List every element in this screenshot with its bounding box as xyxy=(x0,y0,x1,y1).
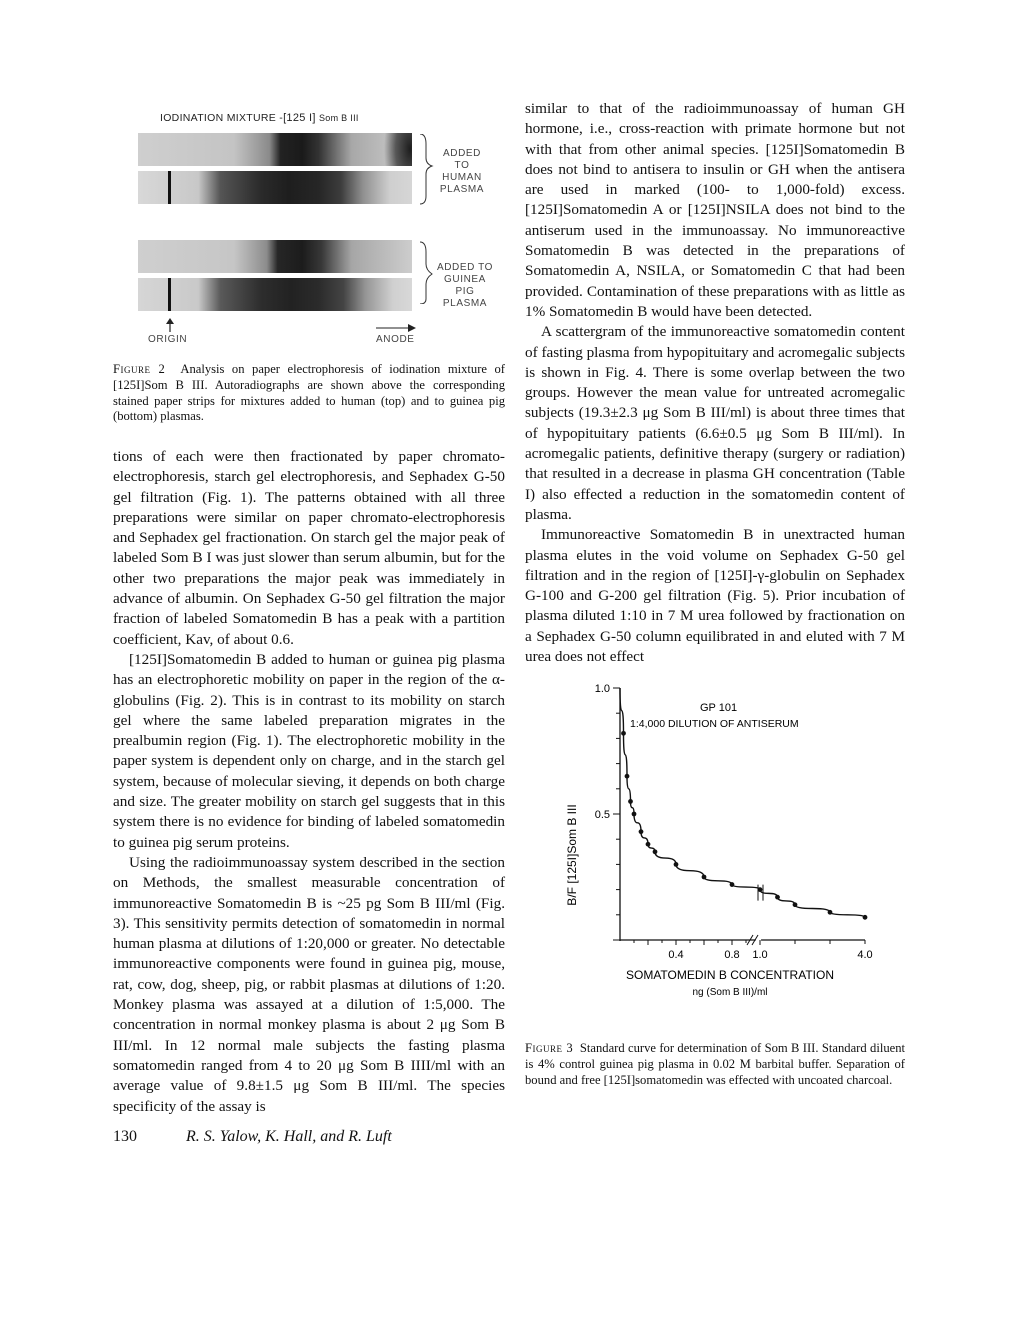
figure2-title-suffix: Som B III xyxy=(318,113,359,123)
figure3-caption-label: Figure 3 xyxy=(525,1041,574,1055)
running-footer-authors: R. S. Yalow, K. Hall, and R. Luft xyxy=(186,1128,392,1145)
x-tick-label: 0.4 xyxy=(668,949,684,961)
label-guinea-line1: ADDED TO xyxy=(436,262,494,273)
chart-subtitle: 1:4,000 DILUTION OF ANTISERUM xyxy=(630,718,799,730)
autoradiograph-strip-guinea-pig xyxy=(138,240,412,273)
left-paragraph-3: Using the radioimmunoassay system described in the section on Methods, the smallest measurable concentration of immunoreactive Somatomedin B is ~25 pg Som B III/ml (Fig. 3). This sensitivity permits detection of somatomedin in normal human plasma at dilutions of 1:20,000 or greater. No detectable immunoreactive components were found in guinea pig, mouse, rat, cow, dog, sheep, pig, or rabbit plasmas at dilutions of 1:20. Monkey plasma was assayed at a dilution of 1:5,000. The concentration in normal monkey plasma is about 2 μg Som B III/ml. In 12 normal male subjects the fasting plasma somatomedin ranged from 4 to 20 μg Som B IIII/ml with an average value of 9.8±1.5 μg Som B III/ml. The species specificity of the assay is xyxy=(113,853,505,1115)
chart-y-label: B/F [125I]Som B III xyxy=(565,804,579,906)
left-paragraph-2: [125I]Somatomedin B added to human or guinea pig plasma has an electrophoretic mobility on paper in the region of the α-globulins (Fig. 2). This is in contrast to its mobility on starch gel where the same labeled preparation migrates in the prealbumin region (Fig. 1). The electrophoretic mobility in the paper system is dependent only on charge, and in the starch gel system, because of molecular sieving, it depends on both charge and size. The greater mobility on starch gel suggests that in this system there is no evidence for binding of labeled somatomedin to guinea pig serum proteins. xyxy=(113,650,505,851)
origin-line-human xyxy=(168,171,171,204)
left-paragraph-1: tions of each were then fractionated by paper chromato-electrophoresis, starch gel electrophoresis, and Sephadex G-50 gel filtration (Fig. 1). The patterns obtained with all three preparations were similar on paper chromato-electrophoresis and Sephadex gel fractionation. On starch gel the major peak of labeled Som B I was just slower than serum albumin, but for the other two preparations the major peak was immediately in advance of albumin. On Sephadex G-50 gel filtration the major fraction of labeled Somatomedin B has a peak with a partition coefficient, Kav, of about 0.6. xyxy=(113,448,505,648)
figure2-title-prefix: IODINATION MIXTURE - xyxy=(160,112,284,124)
chart-x-label: SOMATOMEDIN B CONCENTRATION xyxy=(625,968,835,982)
stained-strip-guinea-pig xyxy=(138,278,412,311)
data-point xyxy=(646,842,651,847)
label-guinea-line3: PLASMA xyxy=(442,298,488,309)
figure2-caption-label: Figure 2 xyxy=(113,362,166,376)
data-point xyxy=(653,849,658,854)
figure3-chart xyxy=(560,675,890,1005)
origin-arrow-icon xyxy=(164,318,176,332)
figure2-caption xyxy=(113,362,505,425)
autoradiograph-strip-human xyxy=(138,133,412,166)
right-paragraph-2: A scattergram of the immunoreactive somatomedin content of fasting plasma from hypopituitary and acromegalic subjects is shown in Fig. 4. There is some overlap between the two groups. However the mean value for untreated acromegalic subjects (19.3±2.3 μg Som B III/ml) is about three times that of hypopituitary patients (6.6±0.5 μg Som B III/ml). In acromegalic patients, definitive therapy (surgery or radiation) that resulted in a decrease in plasma GH concentration (Table I) also effected a reduction in the somatomedin content of plasma. xyxy=(525,323,905,523)
left-column xyxy=(113,447,505,1117)
chart-points xyxy=(621,731,867,920)
data-point xyxy=(674,862,679,867)
chart-title: GP 101 xyxy=(700,702,738,714)
figure2-title xyxy=(160,112,359,124)
data-point xyxy=(758,887,763,892)
data-point xyxy=(702,875,707,880)
label-human-line1: ADDED TO xyxy=(442,148,481,171)
figure2-caption-text: Analysis on paper electrophoresis of iodination mixture of [125I]Som B III. Autoradiographs are shown above the corresponding stained paper strips for mixtures added to human (top) and to guinea pig (bottom) plasmas. xyxy=(113,362,506,424)
origin-line-guinea-pig xyxy=(168,278,171,311)
data-point xyxy=(775,895,780,900)
figure2-title-iso: [125 I] xyxy=(283,112,316,124)
data-point xyxy=(730,882,735,887)
anode-arrow-icon xyxy=(376,323,416,333)
data-point xyxy=(793,902,798,907)
label-human-line2: HUMAN xyxy=(442,172,482,183)
data-point xyxy=(639,829,644,834)
label-guinea-line2: GUINEA PIG xyxy=(444,274,486,297)
data-point xyxy=(625,774,630,779)
chart-x-unit: ng (Som B III)/ml xyxy=(692,987,768,998)
data-point xyxy=(828,910,833,915)
right-paragraph-3: Immunoreactive Somatomedin B in unextracted human plasma elutes in the void volume on Sephadex G-50 gel filtration and in the region of [125I]-γ-globulin on Sephadex G-100 and G-200 gel filtration (Fig. 5). Prior incubation of plasma diluted 1:10 in 7 M urea followed by fractionation on a Sephadex G-50 column equilibrated in and eluted with 7 M urea does not effect xyxy=(525,526,905,666)
right-column xyxy=(525,99,905,667)
figure3-caption-text: Standard curve for determination of Som B III. Standard diluent is 4% control guinea pig plasma in 0.02 M barbital buffer. Separation of bound and free [125I]somatomedin was effected with uncoated charcoal. xyxy=(525,1041,905,1087)
data-point xyxy=(621,731,626,736)
label-human-line3: PLASMA xyxy=(439,184,485,195)
stained-strip-human xyxy=(138,171,412,204)
x-tick-label: 4.0 xyxy=(857,949,873,961)
x-tick-label: 1.0 xyxy=(752,949,768,961)
anode-label: ANODE xyxy=(376,334,415,345)
label-added-to-guinea-pig-plasma xyxy=(434,262,496,310)
page-number: 130 xyxy=(113,1128,137,1145)
data-point xyxy=(863,915,868,920)
figure3-caption xyxy=(525,1041,905,1088)
data-point xyxy=(632,812,637,817)
label-added-to-human-plasma xyxy=(434,148,490,196)
y-tick-label: 1.0 xyxy=(594,683,610,695)
y-tick-label: 0.5 xyxy=(594,809,610,821)
data-point xyxy=(628,799,633,804)
origin-label: ORIGIN xyxy=(148,334,188,345)
right-paragraph-1: similar to that of the radioimmunoassay of human GH hormone, i.e., cross-reaction with primate hormone but not with that from other animal species. [125I]Somatomedin B does not bind to antisera to insulin or GH when the antisera are used in marked (100- to 1,000-fold) excess. [125I]Somatomedin A or [125I]NSILA does not bind to the antiserum used in the immunoassay. No immunoreactive Somatomedin B was detected in the preparations of Somatomedin A, NSILA, or Somatomedin C that had been provided. Contamination of these preparations with as little as 1% Somatomedin B would have been detected. xyxy=(525,100,905,320)
x-tick-label: 0.8 xyxy=(724,949,740,961)
